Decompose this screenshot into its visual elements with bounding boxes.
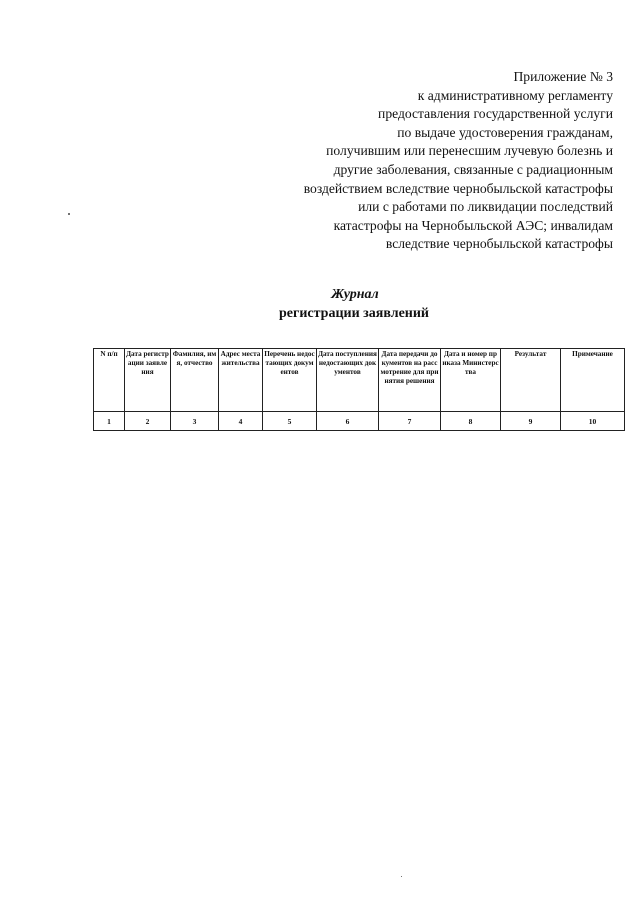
journal-title-block [0,285,640,323]
column-number-cell: 2 [125,412,171,431]
appendix-line: вследствие чернобыльской катастрофы [385,236,613,252]
appendix-line: или с работами по ликвидации последствий [358,199,613,215]
appendix-line: катастрофы на Чернобыльской АЭС; инвалидам [333,217,613,233]
journal-subtitle: регистрации заявлений [278,306,429,321]
column-number-cell: 7 [379,412,441,431]
appendix-line: предоставления государственной услуги [378,106,613,122]
appendix-header [193,68,613,254]
column-number-cell: 6 [317,412,379,431]
appendix-line: Приложение № 3 [513,69,613,84]
column-number-cell: 8 [441,412,501,431]
column-header-missing-documents: Перечень недостающих документов [263,349,317,412]
scan-speck [401,876,402,877]
appendix-line: к административному регламенту [417,87,613,103]
journal-title: Журнал [331,287,379,302]
table-row [94,412,625,431]
table-header-row [94,349,625,412]
column-number-cell: 1 [94,412,125,431]
column-header-note: Примечание [561,349,625,412]
column-header-number: N п/п [94,349,125,412]
column-header-order: Дата и номер приказа Министерства [441,349,501,412]
column-number-cell: 10 [561,412,625,431]
appendix-line: получившим или перенесшим лучевую болезнь и [326,143,613,159]
column-number-cell: 4 [219,412,263,431]
registration-journal-table [93,348,625,431]
column-header-transfer-date: Дата передачи документов на рассмотрение для принятия решения [379,349,441,412]
column-header-result: Результат [501,349,561,412]
appendix-line: по выдаче удостоверения гражданам, [397,124,613,140]
scan-speck [68,213,70,215]
column-header-missing-docs-date: Дата поступления недостающих документов [317,349,379,412]
column-header-full-name: Фамилия, имя, отчество [171,349,219,412]
column-header-address: Адрес места жительства [219,349,263,412]
appendix-line: воздействием вследствие чернобыльской катастрофы [303,180,613,196]
column-header-registration-date: Дата регистрации заявления [125,349,171,412]
column-number-cell: 9 [501,412,561,431]
appendix-line: другие заболевания, связанные с радиационным [333,161,613,177]
column-number-cell: 3 [171,412,219,431]
column-number-cell: 5 [263,412,317,431]
